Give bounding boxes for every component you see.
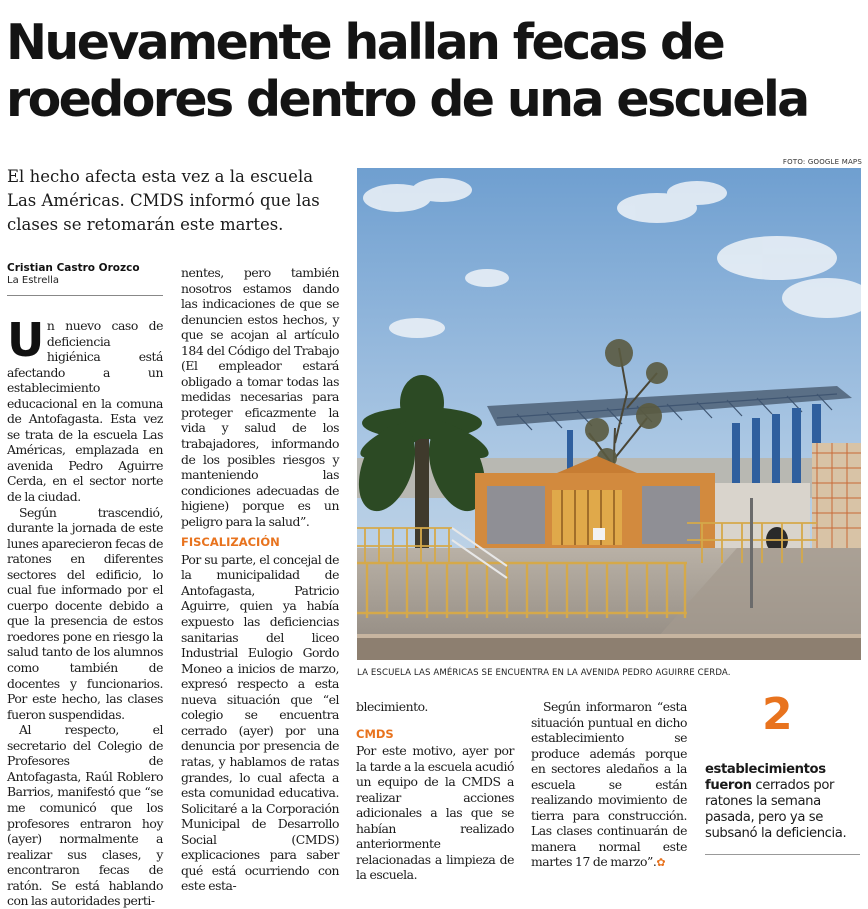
article-column-3 bbox=[356, 699, 514, 883]
stat-number: 2 bbox=[762, 689, 793, 740]
article-paragraph bbox=[531, 699, 687, 871]
photo-credit: FOTO: GOOGLE MAPS bbox=[782, 158, 862, 166]
byline-author: Cristian Castro Orozco bbox=[7, 262, 140, 274]
stat-divider bbox=[705, 854, 860, 855]
section-heading-fiscalizacion: FISCALIZACIÓN bbox=[181, 535, 280, 550]
byline bbox=[7, 262, 163, 286]
end-mark-icon: ✿ bbox=[656, 856, 666, 870]
school-photo-image bbox=[357, 168, 861, 660]
article-paragraph: blecimiento. bbox=[356, 699, 428, 714]
headline bbox=[6, 14, 862, 128]
article-column-4 bbox=[531, 699, 687, 871]
article-text: Según informaron “esta situación puntual en dicho establecimiento se produce además porque en sectores aledaños a la escuela se están realizando movimiento de tierra para construcción. Las clases continuarán de manera normal este martes 17 de marzo”. bbox=[531, 699, 687, 870]
stat-body-text: cerrados por ratones la semana pasada, pero ya se subsanó la deficiencia. bbox=[705, 778, 847, 841]
headline-line-1: Nuevamente hallan fecas de bbox=[6, 14, 724, 71]
article-column-1 bbox=[7, 313, 163, 909]
byline-outlet: La Estrella bbox=[7, 275, 60, 286]
article-paragraph: Por su parte, el concejal de la municipalidad de Antofagasta, Patricio Aguirre, quien ya había expuesto las deficiencias sanitarias del liceo Industrial Eulogio Gordo Moneo a inicios de marzo, expresó respecto a esta nueva situación que “el colegio se encuentra cerrado (ayer) por una denuncia por presencia de ratas, y hablamos de ratas grandes, lo cual afecta a esta comunidad educativa. Solicitaré a la Corporación Municipal de Desarrollo Social (CMDS) explicaciones para saber qué está ocurriendo con este esta- bbox=[181, 551, 339, 894]
article-column-2 bbox=[181, 265, 339, 894]
photo-caption: LA ESCUELA LAS AMÉRICAS SE ENCUENTRA EN LA AVENIDA PEDRO AGUIRRE CERDA. bbox=[357, 668, 731, 678]
article-paragraph: Al respecto, el secretario del Colegio de Profesores de Antofagasta, Raúl Roblero Barrios, manifestó que “se me comunicó que los profesores entraron hoy (ayer) normalmente a realizar sus clases, y encontraron fecas de ratón. Se está hablando con las autoridades perti- bbox=[7, 722, 163, 909]
section-heading-cmds: CMDS bbox=[356, 726, 394, 741]
subhead: El hecho afecta esta vez a la escuela Las Américas. CMDS informó que las clases se retomarán este martes. bbox=[7, 167, 320, 234]
stat-text bbox=[705, 762, 860, 842]
article-paragraph: Según trascendió, durante la jornada de este lunes aparecieron fecas de ratones en diferentes sectores del edificio, lo cual fue informado por el cuerpo docente debido a que la presencia de estos roedores pone en riesgo la salud tanto de los alumnos como también de docentes y funcionarios. Por este hecho, las clases fueron suspendidas. bbox=[7, 504, 163, 722]
stat-bold-text: establecimientos fueron bbox=[705, 762, 826, 793]
headline-line-2: roedores dentro de una escuela bbox=[6, 71, 808, 128]
article-paragraph bbox=[7, 313, 163, 505]
school-photo bbox=[357, 168, 861, 660]
byline-divider bbox=[7, 295, 163, 296]
drop-cap: U bbox=[7, 313, 44, 367]
article-text: n nuevo caso de deficiencia higiénica está afectando a un establecimiento educacional en la comuna de Antofagasta. Esta vez se trata de la escuela Las Américas, emplazada en avenida Pedro Aguirre Cerda, en el sector norte de la ciudad. bbox=[7, 318, 163, 505]
article-paragraph: nentes, pero también nosotros estamos dando las indicaciones de que se denuncien estos hechos, y que se acojan al artículo 184 del Código del Trabajo (El empleador estará obligado a tomar todas las medidas necesarias para proteger eficazmente la vida y salud de los trabajadores, informando de los posibles riesgos y manteniendo las condiciones adecuadas de higiene) porque es un peligro para la salud”. bbox=[181, 265, 339, 529]
article-paragraph: Por este motivo, ayer por la tarde a la escuela acudió un equipo de la CMDS a realizar acciones adicionales a las que se habían realizado anteriormente relacionadas a limpieza de la escuela. bbox=[356, 743, 514, 883]
